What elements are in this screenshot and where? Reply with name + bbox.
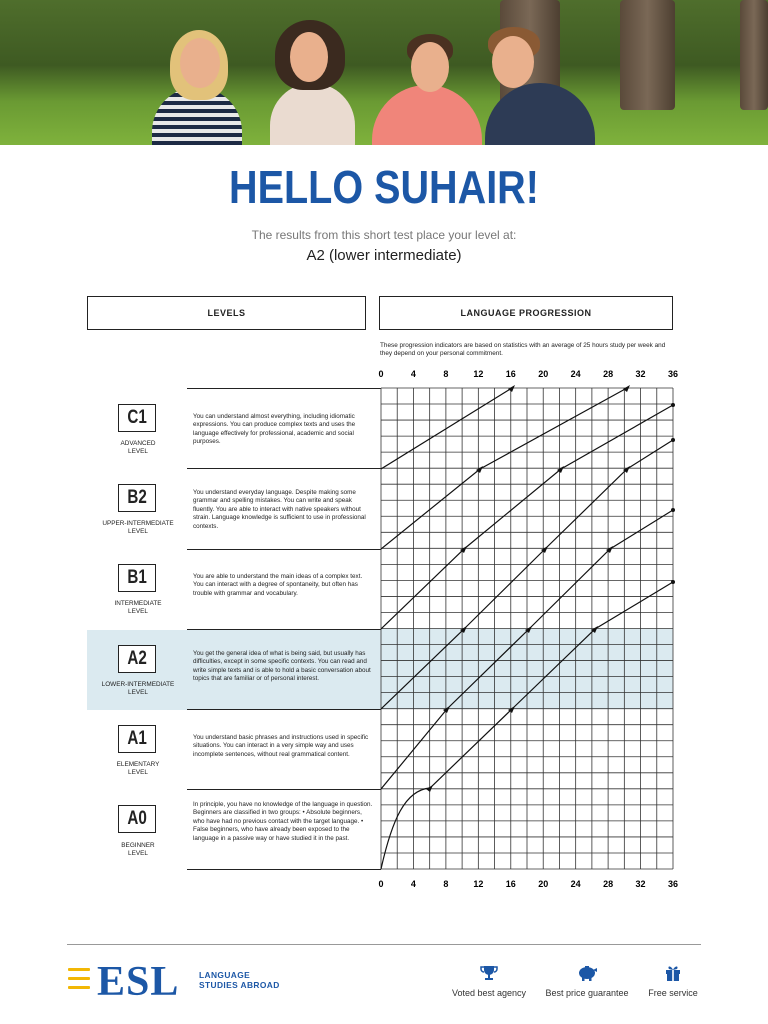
- feature-best-agency: Voted best agency: [446, 964, 532, 998]
- axis-tick-label: 20: [538, 369, 549, 379]
- feature-free-service: Free service: [642, 964, 704, 998]
- level-badge: A0: [118, 805, 156, 833]
- chart-grid: [381, 388, 673, 869]
- level-description: You understand everyday language. Despite making some grammar and spelling mistakes. You can write and speak fluently. You are able to interact with native speakers without strain. Language knowledge is sufficient to use in professional contexts.: [193, 489, 366, 530]
- progression-curve: [381, 388, 512, 469]
- axis-tick-label: 4: [410, 879, 416, 889]
- axis-tick-label: 28: [603, 369, 614, 379]
- axis-tick-label: 24: [570, 879, 581, 889]
- logo-subtitle: LANGUAGE STUDIES ABROAD: [199, 970, 280, 990]
- progression-endpoint: [671, 580, 675, 584]
- footer-divider: [67, 944, 701, 945]
- axis-tick-label: 16: [505, 369, 516, 379]
- axis-tick-label: 4: [410, 369, 416, 379]
- axis-tick-label: 36: [667, 879, 679, 889]
- axis-bottom: [378, 879, 678, 889]
- axis-tick-label: 28: [603, 879, 614, 889]
- level-name: INTERMEDIATE LEVEL: [114, 600, 162, 615]
- axis-tick-label: 24: [570, 369, 581, 379]
- level-name: UPPER-INTERMEDIATE LEVEL: [102, 520, 174, 535]
- progression-curves: [381, 385, 675, 869]
- trophy-icon: [480, 964, 498, 982]
- axis-top: [378, 369, 678, 379]
- feature-best-price: Best price guarantee: [540, 964, 634, 998]
- level-description: In principle, you have no knowledge of the language in question. Beginners are classified in two groups: • Absolute beginners, who have had no previous contact with the target language. • False beginners, who have already been exposed to the language in a passive way or have studied it in the past.: [193, 801, 373, 842]
- level-badge: B2: [118, 484, 156, 512]
- level-badge: A2: [118, 645, 156, 673]
- level-badge: B1: [118, 564, 156, 592]
- level-name: LOWER-INTERMEDIATE LEVEL: [101, 681, 175, 696]
- progression-endpoint: [671, 438, 675, 442]
- axis-tick-label: 12: [473, 369, 484, 379]
- level-name: ADVANCED LEVEL: [120, 440, 156, 455]
- level-description: You can understand almost everything, including idiomatic expressions. You can produce complex texts and uses the language effectively for professional, academic and social purposes.: [193, 413, 356, 446]
- esl-logo[interactable]: ESL: [97, 959, 180, 1005]
- page-title: HELLO SUHAIR!: [229, 161, 539, 213]
- axis-tick-label: 12: [473, 879, 484, 889]
- axis-tick-label: 32: [635, 879, 646, 889]
- axis-tick-label: 16: [505, 879, 516, 889]
- logo-mark: [68, 968, 90, 994]
- level-name: ELEMENTARY LEVEL: [116, 761, 160, 776]
- axis-tick-label: 8: [443, 369, 449, 379]
- progression-note: These progression indicators are based on statistics with an average of 25 hours study per week and they depend on your personal commitment.: [380, 342, 666, 357]
- axis-tick-label: 20: [538, 879, 549, 889]
- level-description: You get the general idea of what is being said, but usually has difficulties, except in some specific contexts. You can read and write simple texts and is able to hold a basic conversation about topics that are familiar or of personal interest.: [193, 650, 371, 683]
- result-level: A2 (lower intermediate): [306, 247, 462, 264]
- level-badge: C1: [118, 404, 156, 432]
- axis-tick-label: 0: [378, 369, 384, 379]
- progression-endpoint: [671, 508, 675, 512]
- level-description: You are able to understand the main ideas of a complex text. You can interact with a degree of spontaneity, but often has trouble with grammar and vocabulary.: [193, 573, 363, 597]
- axis-tick-label: 32: [635, 369, 646, 379]
- result-intro: The results from this short test place your level at:: [251, 228, 517, 242]
- piggy-bank-icon: [576, 964, 598, 982]
- progression-arrow: [508, 385, 515, 392]
- progression-header: LANGUAGE PROGRESSION: [379, 296, 673, 330]
- level-badge: A1: [118, 725, 156, 753]
- level-description: You understand basic phrases and instructions used in specific situations. You can interact in a very simple way and uses incomplete sentences, without real grammatical content.: [193, 734, 369, 758]
- axis-tick-label: 0: [378, 879, 384, 889]
- axis-tick-label: 36: [667, 369, 679, 379]
- levels-header: LEVELS: [87, 296, 366, 330]
- level-name: BEGINNER LEVEL: [121, 842, 155, 857]
- axis-tick-label: 8: [443, 879, 449, 889]
- gift-icon: [664, 964, 682, 982]
- progression-endpoint: [671, 403, 675, 407]
